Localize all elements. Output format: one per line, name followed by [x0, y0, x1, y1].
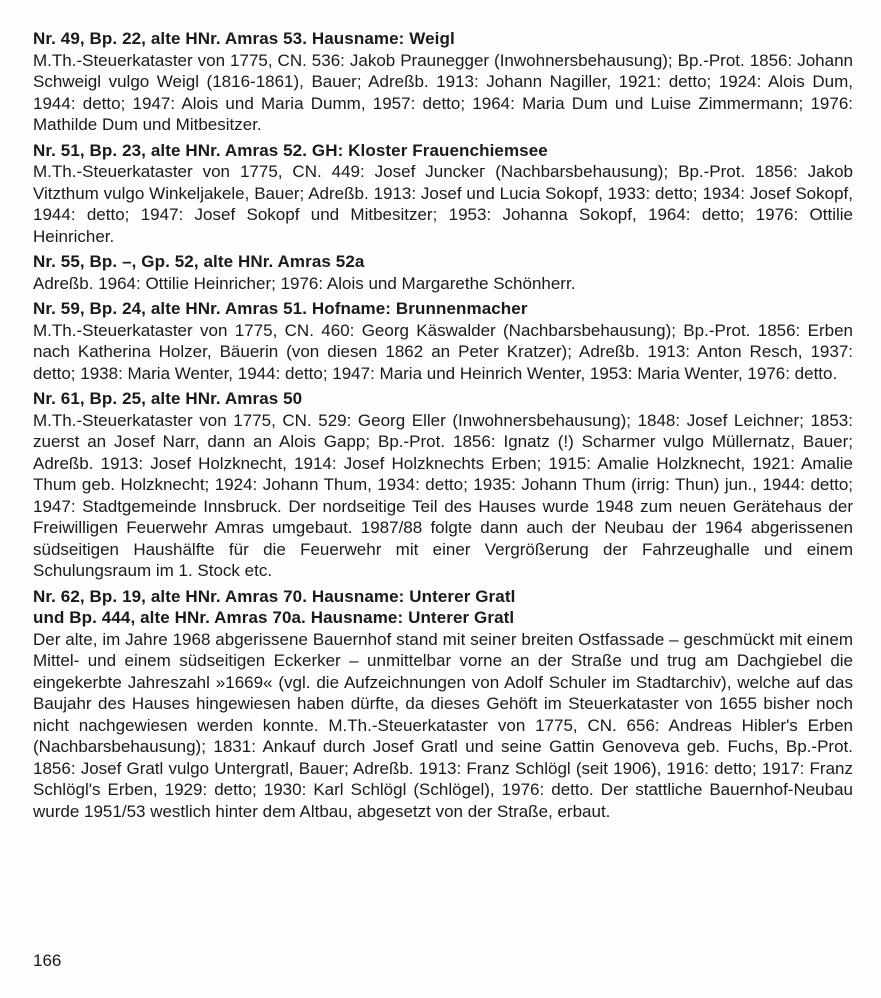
document-page: [33, 28, 853, 826]
entry-heading: Nr. 49, Bp. 22, alte HNr. Amras 53. Hausname: Weigl: [33, 29, 455, 48]
page-number: 166: [33, 951, 62, 970]
entry-nr-61: [33, 388, 853, 582]
entry-nr-59: [33, 298, 853, 384]
entry-nr-49: [33, 28, 853, 136]
entry-body: M.Th.-Steuerkataster von 1775, CN. 536: Jakob Praunegger (Inwohnersbehausung); Bp.-Prot. 1856: Johann Schweigl vulgo Weigl (1816-1861), Bauer; Adreßb. 1913: Johann Nagiller, 1921: detto; 1924: Alois Dum, 1944: detto; 1947: Alois und Maria Dumm, 1957: detto; 1964: Maria Dum und Luise Zimmermann; 1976: Mathilde Dum und Mitbesitzer.: [33, 50, 853, 134]
entry-heading: Nr. 62, Bp. 19, alte HNr. Amras 70. Hausname: Unterer Gratl und Bp. 444, alte HNr. Amras 70a. Hausname: Unterer Gratl: [33, 586, 516, 627]
entry-body: Der alte, im Jahre 1968 abgerissene Bauernhof stand mit seiner breiten Ostfassade – geschmückt mit einem Mittel- und einem südseitigen Eckerker – unmittelbar vorne an der Straße und trug am Dachgiebel die eingekerbte Jahreszahl »1669« (vgl. die Aufzeichnungen von Adolf Schuler im Stadtarchiv), welche auf das Baujahr des Hauses hingewiesen haben dürfte, da dieses Gehöft im Steuerkataster von 1655 bisher noch nicht nachgewiesen werden konnte. M.Th.-Steuerkataster von 1775, CN. 656: Andreas Hibler's Erben (Nachbarsbehausung); 1831: Ankauf durch Josef Gratl und seine Gattin Genoveva geb. Fuchs, Bp.-Prot. 1856: Josef Gratl vulgo Untergratl, Bauer; Adreßb. 1913: Franz Schlögl (seit 1906), 1916: detto; 1917: Franz Schlögl's Erben, 1929: detto; 1930: Karl Schlögl (Schlögel), 1976: detto. Der stattliche Bauernhof-Neubau wurde 1951/53 westlich hinter dem Altbau, abgesetzt von der Straße, erbaut.: [33, 629, 853, 821]
entry-nr-62: [33, 586, 853, 823]
entry-heading: Nr. 59, Bp. 24, alte HNr. Amras 51. Hofname: Brunnenmacher: [33, 299, 528, 318]
entry-body: M.Th.-Steuerkataster von 1775, CN. 449: Josef Junckег (Nachbarsbehausung); Bp.-Prot. 1856: Jakob Vitzthum vulgo Winkeljakele, Bauer; Adreßb. 1913: Josef und Lucia Sokopf, 1933: detto; 1934: Josef Sokopf, 1944: detto; 1947: Josef Sokopf und Mitbesitzer; 1953: Johanna Sokopf, 1964: detto; 1976: Ottilie Heinricher.: [33, 162, 853, 246]
entry-body: M.Th.-Steuerkataster von 1775, CN. 529: Georg Eller (Inwohnersbehausung); 1848: Josef Leichner; 1853: zuerst an Josef Narr, dann an Alois Gapp; Bp.-Prot. 1856: Ignatz (!) Scharmer vulgo Müllernatz, Bauer; Adreßb. 1913: Josef Holzknecht, 1914: Josef Holzknechts Erben; 1915: Amalie Holzknecht, 1921: Amalie Thum geb. Holzknecht; 1924: Johann Thum, 1934: detto; 1935: Johann Thum (irrig: Thun) jun., 1944: detto; 1947: Stadtgemeinde Innsbruck. Der nordseitige Teil des Hauses wurde 1948 zum neuen Gerätehaus der Freiwilligen Feuerwehr Amras umgebaut. 1987/88 folgte dann auch der Neubau der 1964 abgerissenen südseitigen Haushälfte für die Feuerwehr mit einer Vergrößerung der Fahrzeughalle und einem Schulungsraum im 1. Stock etc.: [33, 410, 853, 580]
entry-heading: Nr. 55, Bp. –, Gp. 52, alte HNr. Amras 52a: [33, 252, 365, 271]
entry-nr-55: [33, 251, 853, 294]
entry-heading: Nr. 61, Bp. 25, alte HNr. Amras 50: [33, 389, 303, 408]
entry-body: Adreßb. 1964: Ottilie Heinricher; 1976: Alois und Margarethe Schönherr.: [33, 273, 576, 293]
entry-body: M.Th.-Steuerkataster von 1775, CN. 460: Georg Käswalder (Nachbarsbehausung); Bp.-Prot. 1856: Erben nach Katherina Holzer, Bäuerin (von diesen 1862 an Peter Kratzer); Adreßb. 1913: Anton Resch, 1937: detto; 1938: Maria Wenter, 1944: detto; 1947: Maria und Heinrich Wenter, 1953: Maria Wenter, 1976: detto.: [33, 320, 853, 383]
entry-heading: Nr. 51, Bp. 23, alte HNr. Amras 52. GH: Kloster Frauenchiemsee: [33, 140, 548, 160]
entry-nr-51: [33, 140, 853, 248]
